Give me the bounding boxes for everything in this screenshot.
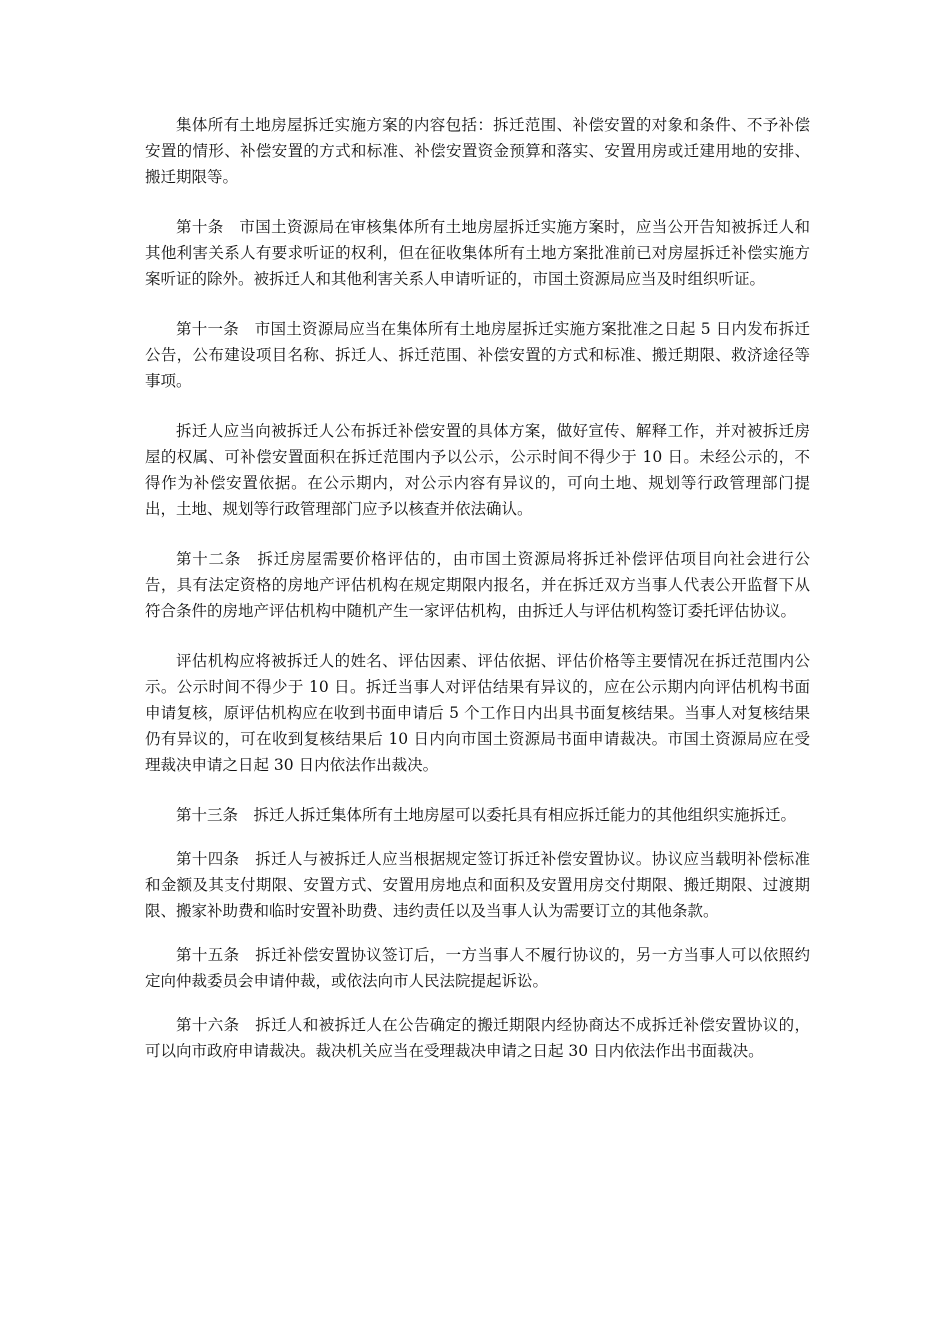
- paragraph-article-12: 第十二条 拆迁房屋需要价格评估的，由市国土资源局将拆迁补偿评估项目向社会进行公告，具有法定资格的房地产评估机构在规定期限内报名，并在拆迁双方当事人代表公开监督下从符合条件的房地产评估机构中随机产生一家评估机构，由拆迁人与评估机构签订委托评估协议。: [145, 550, 810, 620]
- document-page: [145, 112, 810, 1082]
- paragraph-plan-contents: 集体所有土地房屋拆迁实施方案的内容包括：拆迁范围、补偿安置的对象和条件、不予补偿安置的情形、补偿安置的方式和标准、补偿安置资金预算和落实、安置用房或迁建用地的安排、搬迁期限等。: [145, 116, 810, 186]
- paragraph-article-10: 第十条 市国土资源局在审核集体所有土地房屋拆迁实施方案时，应当公开告知被拆迁人和其他利害关系人有要求听证的权利，但在征收集体所有土地方案批准前已对房屋拆迁补偿实施方案听证的除外。被拆迁人和其他利害关系人申请听证的，市国土资源局应当及时组织听证。: [145, 218, 810, 288]
- paragraph-article-16: 第十六条 拆迁人和被拆迁人在公告确定的搬迁期限内经协商达不成拆迁补偿安置协议的，可以向市政府申请裁决。裁决机关应当在受理裁决申请之日起 30 日内依法作出书面裁决。: [145, 1016, 810, 1060]
- paragraph-article-13: 第十三条 拆迁人拆迁集体所有土地房屋可以委托具有相应拆迁能力的其他组织实施拆迁。: [176, 806, 797, 824]
- paragraph-article-14: 第十四条 拆迁人与被拆迁人应当根据规定签订拆迁补偿安置协议。协议应当载明补偿标准和金额及其支付期限、安置方式、安置用房地点和面积及安置用房交付期限、搬迁期限、过渡期限、搬家补助费和临时安置补助费、违约责任以及当事人认为需要订立的其他条款。: [145, 850, 810, 920]
- paragraph-appraisal-review: 评估机构应将被拆迁人的姓名、评估因素、评估依据、评估价格等主要情况在拆迁范围内公示。公示时间不得少于 10 日。拆迁当事人对评估结果有异议的，应在公示期内向评估机构书面申请复核，原评估机构应在收到书面申请后 5 个工作日内出具书面复核结果。当事人对复核结果仍有异议的，可在收到复核结果后 10 日内向市国土资源局书面申请裁决。市国土资源局应在受理裁决申请之日起 30 日内依法作出裁决。: [145, 652, 810, 774]
- paragraph-article-11: 第十一条 市国土资源局应当在集体所有土地房屋拆迁实施方案批准之日起 5 日内发布拆迁公告，公布建设项目名称、拆迁人、拆迁范围、补偿安置的方式和标准、搬迁期限、救济途径等事项。: [145, 320, 810, 390]
- paragraph-article-15: 第十五条 拆迁补偿安置协议签订后，一方当事人不履行协议的，另一方当事人可以依照约定向仲裁委员会申请仲裁，或依法向市人民法院提起诉讼。: [145, 946, 810, 990]
- paragraph-public-notice: 拆迁人应当向被拆迁人公布拆迁补偿安置的具体方案，做好宣传、解释工作，并对被拆迁房屋的权属、可补偿安置面积在拆迁范围内予以公示，公示时间不得少于 10 日。未经公示的，不得作为补偿安置依据。在公示期内，对公示内容有异议的，可向土地、规划等行政管理部门提出，土地、规划等行政管理部门应予以核查并依法确认。: [145, 422, 810, 518]
